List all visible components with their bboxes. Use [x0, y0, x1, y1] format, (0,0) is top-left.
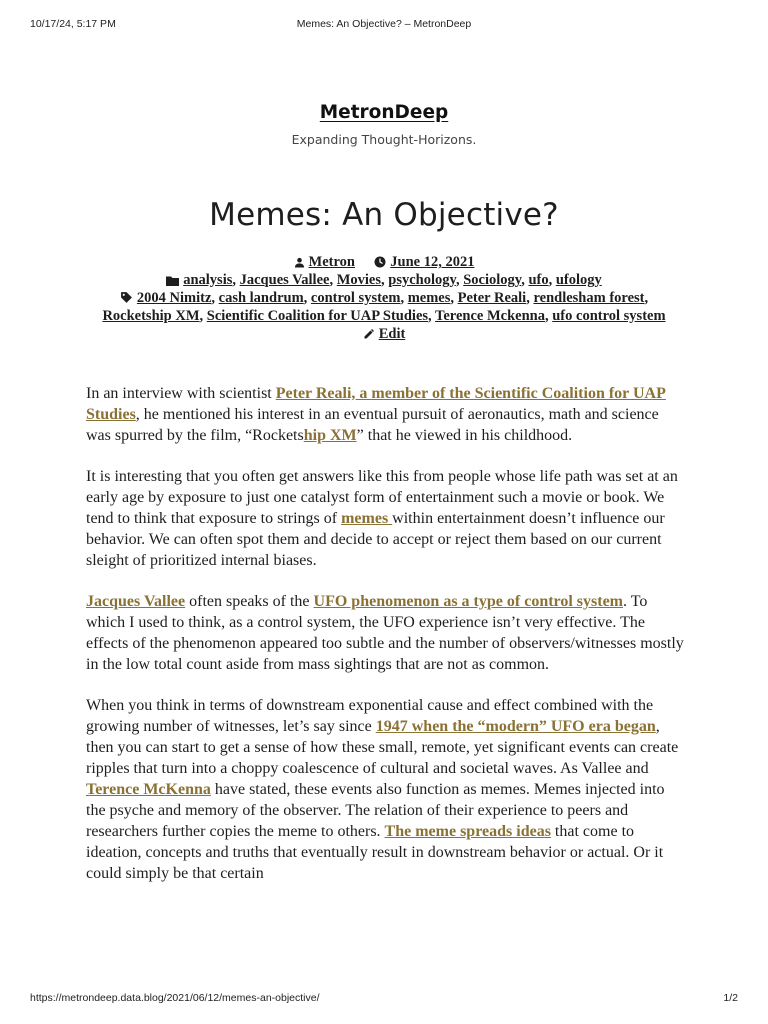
tag-link[interactable]: memes	[407, 290, 451, 306]
jacques-vallee-link[interactable]: Jacques Vallee	[86, 593, 186, 610]
clock-icon	[374, 254, 390, 270]
peter-reali-link[interactable]: Peter Reali, a member of the Scientific Coalition for UAP Studies	[86, 385, 666, 423]
tag-list	[102, 290, 665, 324]
pencil-icon	[363, 326, 379, 342]
list-separator: ,	[644, 290, 649, 306]
list-separator: ,	[400, 290, 408, 306]
category-link[interactable]: Movies	[336, 272, 381, 288]
category-link[interactable]: ufology	[555, 272, 602, 288]
tag-link[interactable]: Rocketship XM	[102, 308, 200, 324]
post-title: Memes: An Objective?	[209, 197, 559, 233]
list-separator: ,	[548, 272, 556, 288]
byline-row	[90, 253, 678, 271]
site-title-link[interactable]: MetronDeep	[319, 102, 449, 123]
tag-icon	[120, 290, 137, 306]
person-icon	[294, 254, 309, 270]
tag-link[interactable]: cash landrum	[218, 290, 304, 306]
meme-spreads-ideas-link[interactable]: The meme spreads ideas	[384, 823, 551, 840]
tags-rows	[90, 289, 678, 325]
paragraph-3: Jacques Vallee often speaks of the UFO phenomenon as a type of control system. To which I used to think, as a control system, the UFO experience isn’t very effective. The effects of the phenomenon appeared too subtle and the number of observers/witnesses mostly in the low total count aside from mass sightings that are not as common.	[86, 593, 684, 673]
edit-link[interactable]: Edit	[378, 326, 406, 342]
list-separator: ,	[329, 272, 337, 288]
list-separator: ,	[199, 308, 207, 324]
print-footer	[30, 992, 738, 1006]
tag-link[interactable]: control system	[310, 290, 401, 306]
category-list	[183, 272, 602, 288]
list-separator: ,	[232, 272, 240, 288]
folder-icon	[166, 272, 183, 288]
paragraph-2: It is interesting that you often get answers like this from people whose life path was set at an early age by exposure to just one catalyst form of entertainment such a movie or book. We tend to think that exposure to strings of memes within entertainment doesn’t influence our behavior. We can often spot them and decide to accept or reject them based on our current sleight of prioritized internal biases.	[86, 468, 678, 569]
tag-link[interactable]: rendlesham forest	[533, 290, 645, 306]
print-page-title: Memes: An Objective? – MetronDeep	[296, 18, 472, 30]
author-link[interactable]: Metron	[308, 254, 355, 270]
modern-ufo-era-link[interactable]: 1947 when the “modern” UFO era began	[375, 718, 656, 735]
list-separator: ,	[428, 308, 436, 324]
list-separator: ,	[544, 308, 553, 324]
print-page-number: 1/2	[723, 992, 738, 1004]
print-datetime: 10/17/24, 5:17 PM	[30, 18, 116, 30]
tag-link[interactable]: Peter Reali	[457, 290, 527, 306]
terence-mckenna-link[interactable]: Terence McKenna	[86, 781, 211, 798]
tag-link[interactable]: 2004 Nimitz	[136, 290, 212, 306]
tag-link[interactable]: ufo control system	[552, 308, 666, 324]
category-link[interactable]: Sociology	[463, 272, 522, 288]
list-separator: ,	[526, 290, 534, 306]
post-content	[86, 383, 686, 904]
control-system-link[interactable]: UFO phenomenon as a type of control system	[313, 593, 624, 610]
tag-link[interactable]: Terence Mckenna	[435, 308, 545, 324]
list-separator: ,	[303, 290, 311, 306]
paragraph-1: In an interview with scientist Peter Reali, a member of the Scientific Coalition for UAP Studies, he mentioned his interest in an eventual pursuit of aeronautics, math and science was spurred by the film, “Rocketship XM” that he viewed in his childhood.	[86, 385, 666, 444]
print-header	[30, 18, 738, 32]
list-separator: ,	[211, 290, 219, 306]
category-link[interactable]: analysis	[183, 272, 233, 288]
list-separator: ,	[521, 272, 529, 288]
date-link[interactable]: June 12, 2021	[390, 254, 475, 270]
memes-link[interactable]: memes	[341, 510, 393, 527]
list-separator: ,	[455, 272, 464, 288]
list-separator: ,	[381, 272, 389, 288]
list-separator: ,	[450, 290, 458, 306]
print-url: https://metrondeep.data.blog/2021/06/12/memes-an-objective/	[30, 992, 320, 1004]
categories-row	[90, 271, 678, 289]
site-tagline: Expanding Thought-Horizons.	[291, 132, 477, 147]
category-link[interactable]: ufo	[528, 272, 549, 288]
edit-row	[90, 325, 678, 343]
category-link[interactable]: Jacques Vallee	[239, 272, 330, 288]
tag-link[interactable]: Scientific Coalition for UAP Studies	[206, 308, 429, 324]
post-meta	[90, 253, 678, 343]
paragraph-4: When you think in terms of downstream exponential cause and effect combined with the growing number of witnesses, let’s say since 1947 when the “modern” UFO era began, then you can start to get a sense of how these small, remote, yet significant events can create ripples that turn into a choppy coalescence of cultural and societal waves. As Vallee and Terence McKenna have stated, these events also function as memes. Memes injected into the psyche and memory of the observer. The relation of their experience to peers and researchers further copies the meme to others. The meme spreads ideas that come to ideation, concepts and truths that eventually result in downstream behavior or actual. Or it could simply be that certain	[86, 697, 679, 882]
rocketship-xm-link[interactable]: hip XM	[303, 427, 357, 444]
category-link[interactable]: psychology	[388, 272, 456, 288]
